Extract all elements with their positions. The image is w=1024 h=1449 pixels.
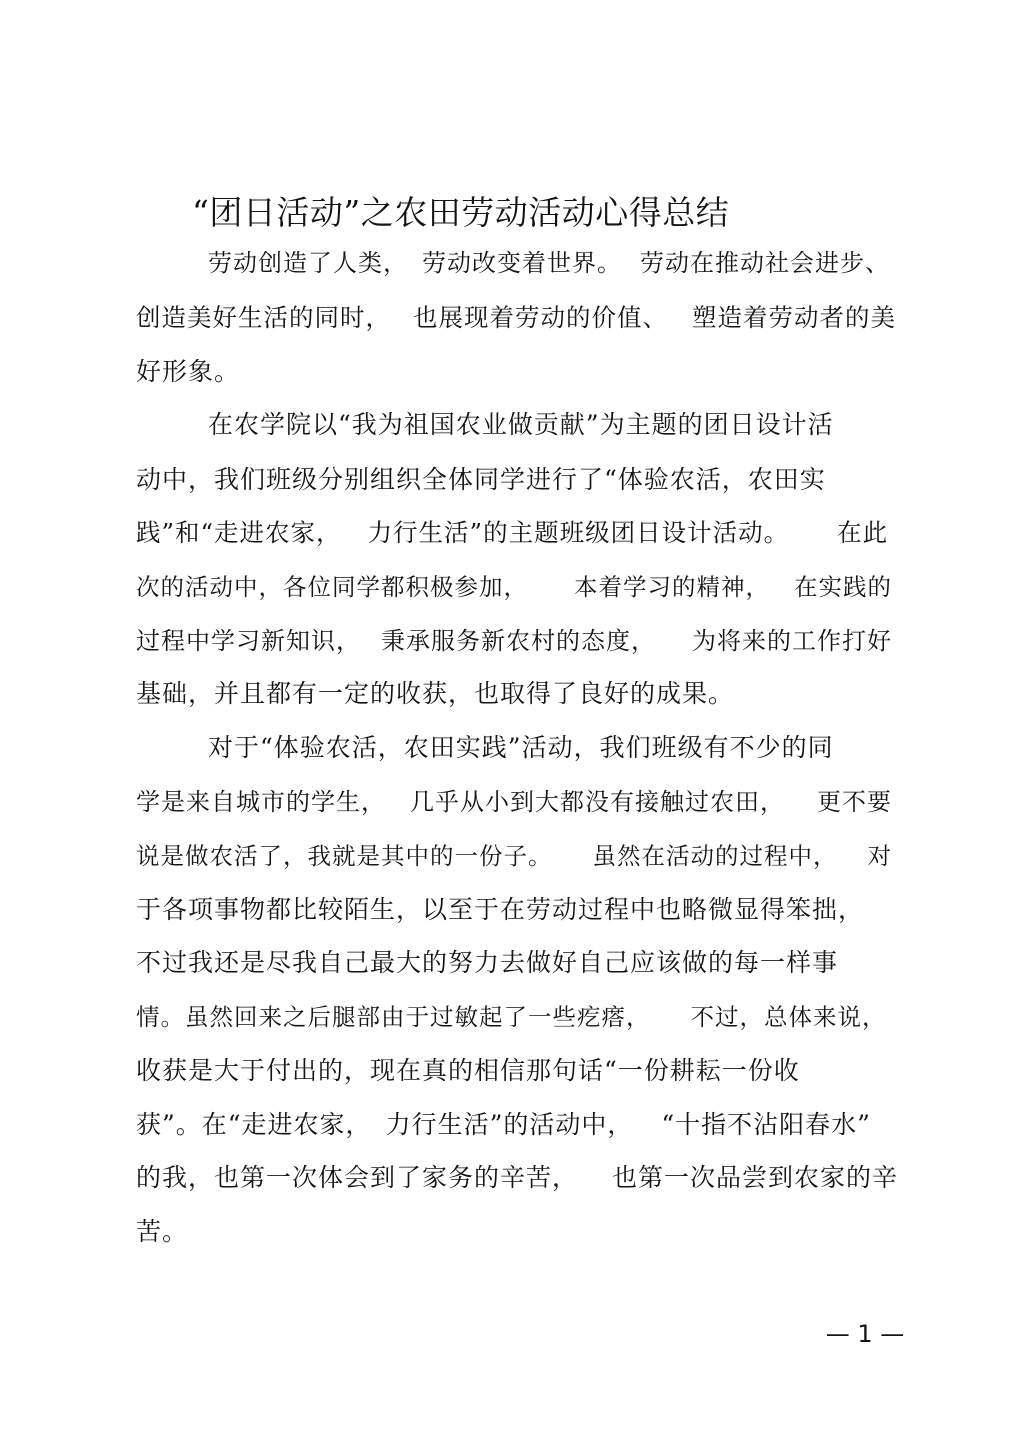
text-segment: 过程中学习新知识， [136,627,361,655]
text-line [136,997,887,1037]
text-segment: 不过，总体来说， [690,1003,887,1031]
text-segment: 也第一次品尝到农家的辛 [612,1163,899,1192]
text-segment: 在农学院以“我为祖国农业做贡献”为主题的团日设计活 [208,410,834,439]
text-segment: 为将来的工作打好 [692,627,892,655]
text-segment: 力行生活”的主题班级团日设计活动。 [367,518,790,547]
text-segment: 塑造着劳动者的美 [692,303,896,332]
text-segment: 劳动创造了人类， [208,249,408,277]
text-segment: 创造美好生活的同时， [136,303,391,332]
text-segment: 对于“体验农活，农田实践”活动，我们班级有不少的同 [208,733,834,762]
text-line [136,782,892,822]
text-line [136,1158,898,1198]
page-number: — 1 — [825,1320,905,1348]
text-line [208,243,890,283]
text-segment: 情。虽然回来之后腿部由于过敏起了一些疙瘩， [136,1003,651,1031]
text-line [136,621,892,661]
text-segment: 力行生活”的活动中， [385,1110,634,1139]
text-line [208,405,834,445]
text-line [136,298,896,338]
text-segment: “十指不沾阳春水” [661,1110,871,1139]
text-line [136,567,892,607]
text-segment: 几乎从小到大都没有接触过农田， [410,788,785,816]
text-segment: 获”。在“走进农家， [136,1110,372,1139]
text-segment: 对 [867,842,892,870]
text-segment: 收获是大于付出的，现在真的相信那句话“一份耕耘一份收 [136,1056,800,1085]
text-segment: 也展现着劳动的价值、 [413,303,668,332]
text-segment: 学是来自城市的学生， [136,788,386,816]
text-line [136,352,240,392]
text-line [136,1051,800,1091]
document-title: “团日活动”之农田劳动活动心得总结 [192,193,730,232]
text-line [136,836,892,876]
text-line [136,943,838,983]
text-segment: 好形象。 [136,357,241,386]
text-segment: 劳动在推动社会进步、 [640,249,890,277]
text-segment: 于各项事物都比较陌生，以至于在劳动过程中也略微显得笨拙， [136,895,865,924]
text-segment: 劳动改变着世界。 [422,249,622,277]
text-line [208,728,834,768]
text-segment: 秉承服务新农村的态度， [381,627,656,655]
text-line [136,890,864,930]
text-line [136,1105,871,1145]
text-segment: 践”和“走进农家， [136,518,342,547]
text-line [136,674,734,714]
text-segment: 不过我还是尽我自己最大的努力去做好自己应该做的每一样事 [136,948,839,977]
text-segment: 说是做农活了，我就是其中的一份子。 [136,842,553,870]
text-segment: 在实践的 [794,573,892,601]
text-segment: 次的活动中，各位同学都积极参加， [136,573,528,601]
text-line [136,513,888,553]
text-segment: 动中，我们班级分别组织全体同学进行了“体验农活，农田实 [136,465,826,494]
text-segment: 本着学习的精神， [574,573,770,601]
text-segment: 更不要 [817,788,892,816]
text-line [136,1212,188,1252]
text-segment: 虽然在活动的过程中， [592,842,838,870]
text-segment: 的我，也第一次体会到了家务的辛苦， [136,1163,579,1192]
text-line [136,460,826,500]
text-segment: 苦。 [136,1217,189,1246]
text-segment: 基础，并且都有一定的收获，也取得了良好的成果。 [136,679,735,708]
text-segment: 在此 [837,518,889,547]
